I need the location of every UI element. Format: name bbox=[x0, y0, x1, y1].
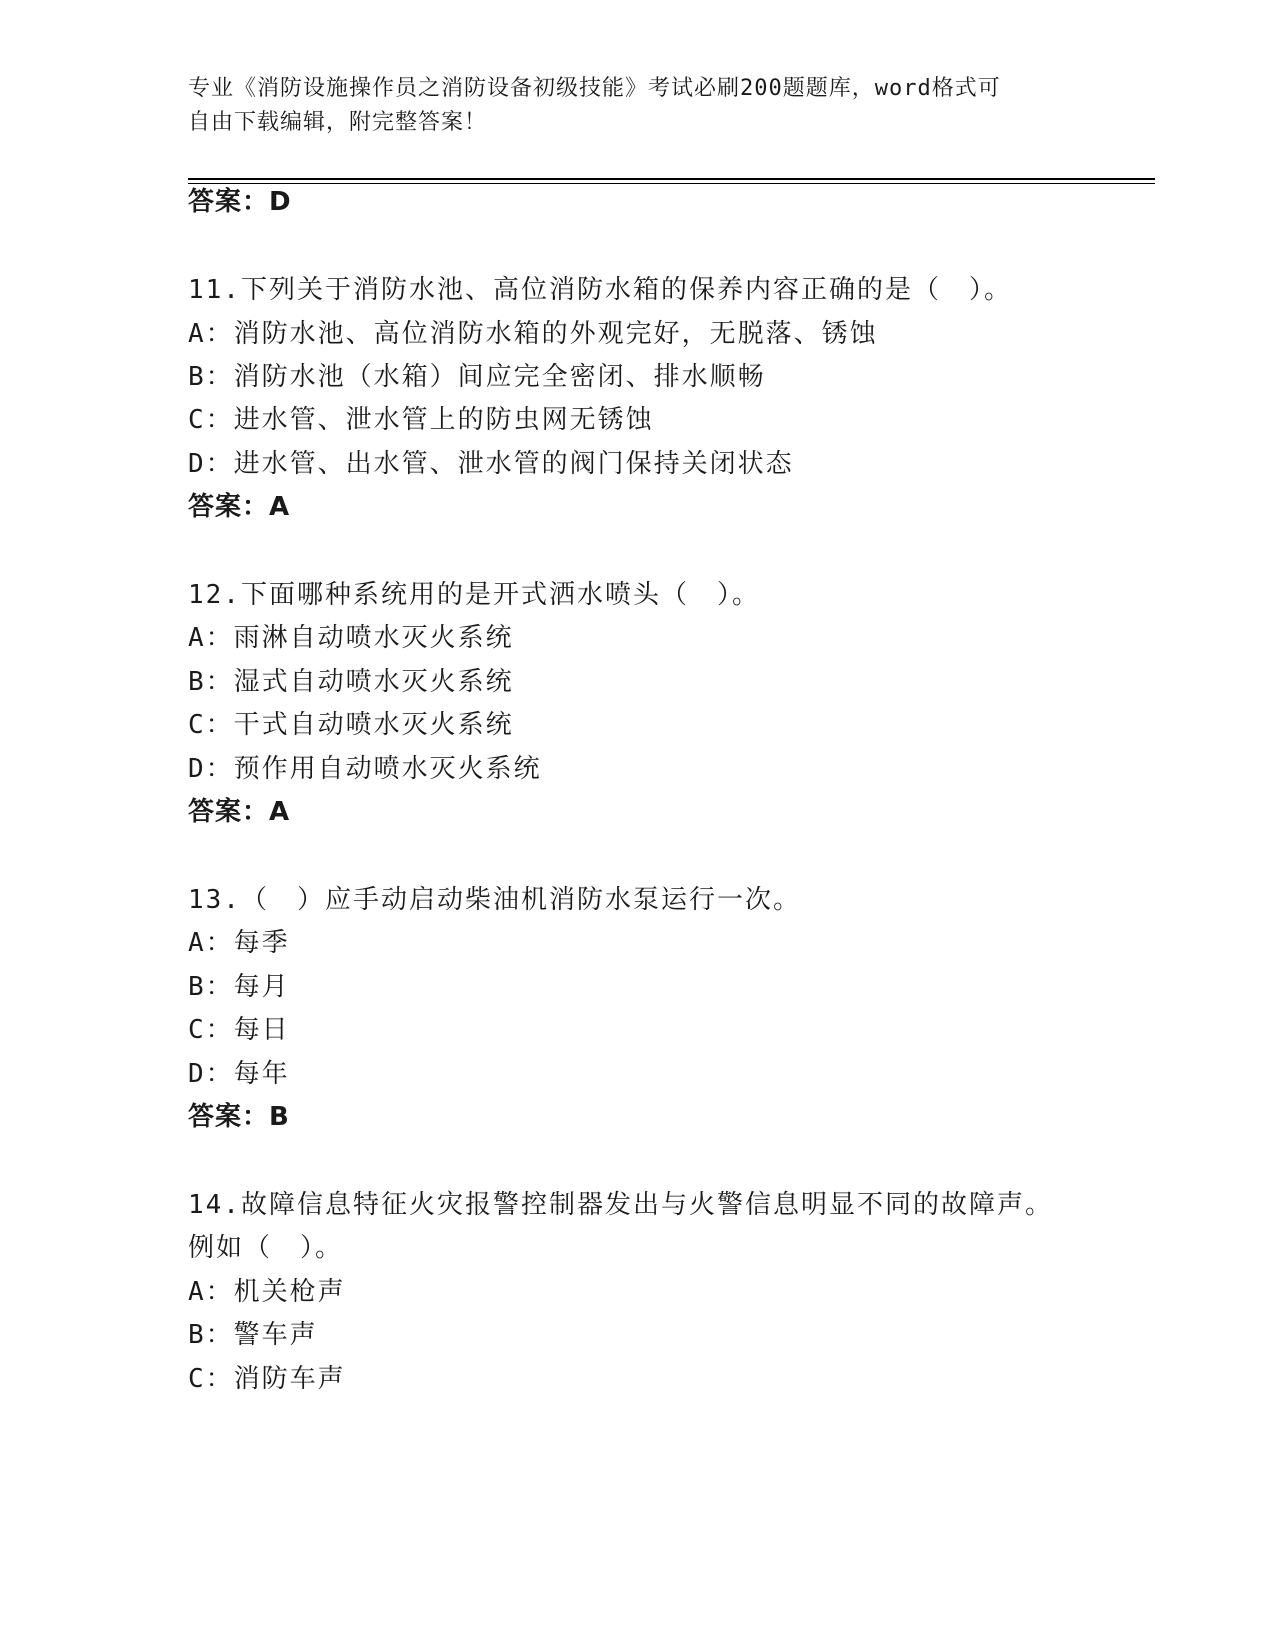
question-12-option-b: B：湿式自动喷水灭火系统 bbox=[188, 667, 514, 697]
question-11-option-d: D：进水管、出水管、泄水管的阀门保持关闭状态 bbox=[188, 449, 794, 479]
question-14-stem-continued: 例如（ ）。 bbox=[188, 1233, 344, 1263]
question-13-option-a: A：每季 bbox=[188, 928, 290, 958]
question-13-answer: 答案：B bbox=[188, 1102, 290, 1132]
question-11-answer: 答案：A bbox=[188, 492, 291, 522]
header-line-2: 自由下载编辑，附完整答案！ bbox=[188, 110, 488, 135]
question-12-option-a: A：雨淋自动喷水灭火系统 bbox=[188, 623, 514, 653]
question-14-stem: 14.故障信息特征火灾报警控制器发出与火警信息明显不同的故障声。 bbox=[188, 1190, 1053, 1220]
question-12-option-c: C：干式自动喷水灭火系统 bbox=[188, 710, 514, 740]
header-line-1: 专业《消防设施操作员之消防设备初级技能》考试必刷200题题库，word格式可 bbox=[188, 76, 1001, 101]
header-divider-thin bbox=[188, 183, 1155, 184]
question-13-option-b: B：每月 bbox=[188, 972, 290, 1002]
question-14-option-b: B：警车声 bbox=[188, 1320, 318, 1350]
question-13-option-d: D：每年 bbox=[188, 1059, 290, 1089]
question-14-option-a: A：机关枪声 bbox=[188, 1277, 346, 1307]
question-11-option-c: C：进水管、泄水管上的防虫网无锈蚀 bbox=[188, 405, 654, 435]
question-13-option-c: C：每日 bbox=[188, 1015, 290, 1045]
question-11-option-a: A：消防水池、高位消防水箱的外观完好，无脱落、锈蚀 bbox=[188, 319, 878, 349]
question-13-stem: 13.（ ）应手动启动柴油机消防水泵运行一次。 bbox=[188, 885, 801, 915]
question-14-option-c: C：消防车声 bbox=[188, 1364, 346, 1394]
question-12-answer: 答案：A bbox=[188, 797, 291, 827]
question-12-option-d: D：预作用自动喷水灭火系统 bbox=[188, 754, 542, 784]
question-11-stem: 11.下列关于消防水池、高位消防水箱的保养内容正确的是（ ）。 bbox=[188, 275, 1012, 305]
header-divider-thick bbox=[188, 178, 1155, 180]
document-header bbox=[188, 72, 1068, 140]
question-12-stem: 12.下面哪种系统用的是开式洒水喷头（ ）。 bbox=[188, 580, 760, 610]
question-11-option-b: B：消防水池（水箱）间应完全密闭、排水顺畅 bbox=[188, 362, 766, 392]
previous-answer: 答案：D bbox=[188, 187, 292, 217]
